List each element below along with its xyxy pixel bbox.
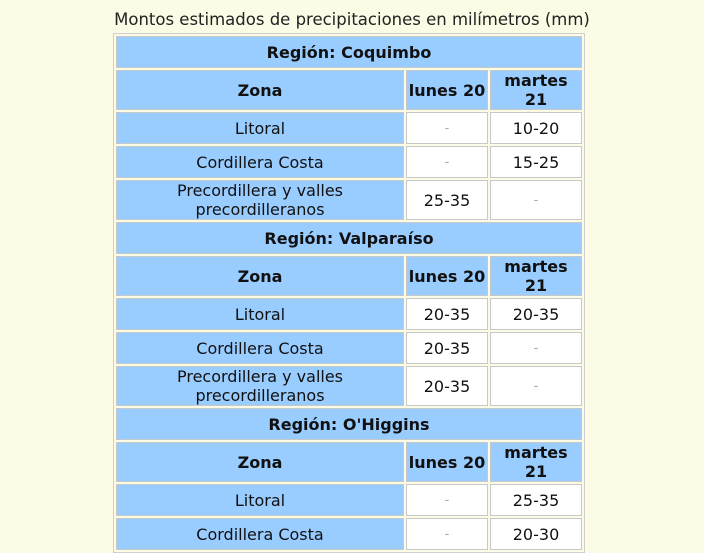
zona-cell: Litoral	[116, 484, 404, 516]
lunes-value-cell: -	[406, 146, 488, 178]
region-header-row	[116, 408, 582, 440]
martes-value-cell: 20-30	[490, 518, 582, 550]
zona-cell: Precordillera y valles precordilleranos	[116, 366, 404, 406]
lunes-value-cell: 20-35	[406, 366, 488, 406]
zona-cell: Cordillera Costa	[116, 332, 404, 364]
lunes-value-cell: -	[406, 484, 488, 516]
zona-cell: Litoral	[116, 298, 404, 330]
column-header-lunes: lunes 20	[406, 70, 488, 110]
table-row	[116, 366, 582, 406]
martes-value-cell: -	[490, 366, 582, 406]
table-caption: Montos estimados de precipitaciones en milímetros (mm)	[114, 10, 590, 29]
lunes-value-cell: 20-35	[406, 332, 488, 364]
column-header-martes: martes 21	[490, 256, 582, 296]
column-header-lunes: lunes 20	[406, 256, 488, 296]
martes-value-cell: 20-35	[490, 298, 582, 330]
table-row	[116, 180, 582, 220]
table-row	[116, 518, 582, 550]
zona-cell: Litoral	[116, 112, 404, 144]
region-title: Región: Valparaíso	[116, 222, 582, 254]
column-header-row	[116, 442, 582, 482]
table-row	[116, 332, 582, 364]
lunes-value-cell: -	[406, 518, 488, 550]
column-header-martes: martes 21	[490, 70, 582, 110]
table-row	[116, 484, 582, 516]
lunes-value-cell: -	[406, 112, 488, 144]
lunes-value-cell: 20-35	[406, 298, 488, 330]
table-row	[116, 298, 582, 330]
region-header-row	[116, 36, 582, 68]
region-title: Región: O'Higgins	[116, 408, 582, 440]
region-title: Región: Coquimbo	[116, 36, 582, 68]
table-row	[116, 112, 582, 144]
column-header-row	[116, 256, 582, 296]
column-header-zona: Zona	[116, 256, 404, 296]
column-header-zona: Zona	[116, 442, 404, 482]
martes-value-cell: 25-35	[490, 484, 582, 516]
column-header-martes: martes 21	[490, 442, 582, 482]
zona-cell: Cordillera Costa	[116, 518, 404, 550]
precipitation-table	[113, 33, 585, 553]
zona-cell: Cordillera Costa	[116, 146, 404, 178]
column-header-lunes: lunes 20	[406, 442, 488, 482]
martes-value-cell: 15-25	[490, 146, 582, 178]
column-header-row	[116, 70, 582, 110]
martes-value-cell: -	[490, 180, 582, 220]
lunes-value-cell: 25-35	[406, 180, 488, 220]
martes-value-cell: -	[490, 332, 582, 364]
martes-value-cell: 10-20	[490, 112, 582, 144]
precipitation-table-body	[116, 36, 582, 550]
region-header-row	[116, 222, 582, 254]
zona-cell: Precordillera y valles precordilleranos	[116, 180, 404, 220]
column-header-zona: Zona	[116, 70, 404, 110]
table-row	[116, 146, 582, 178]
